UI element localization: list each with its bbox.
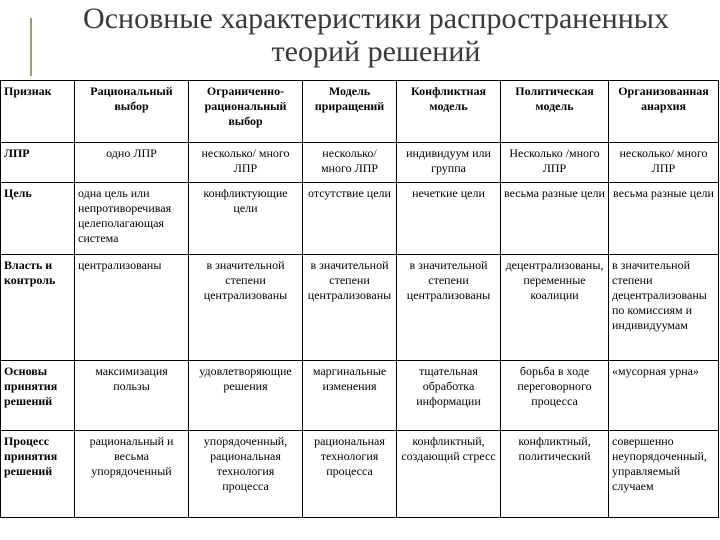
header-cell: Политическая модель xyxy=(501,81,609,143)
table-row xyxy=(1,361,719,431)
table-cell: индивидуум или группа xyxy=(397,143,501,183)
header-cell: Конфликтная модель xyxy=(397,81,501,143)
table-cell: несколько/ много ЛПР xyxy=(609,143,719,183)
table-cell: в значительной степени централизованы xyxy=(397,255,501,361)
decision-theories-table xyxy=(0,80,719,518)
table-cell: одно ЛПР xyxy=(75,143,189,183)
table-cell: в значительной степени централизованы xyxy=(189,255,303,361)
table-cell: весьма разные цели xyxy=(609,183,719,255)
table-cell: рациональный и весьма упорядоченный xyxy=(75,431,189,518)
table-cell: конфликтный, создающий стресс xyxy=(397,431,501,518)
table-row xyxy=(1,183,719,255)
row-header-cell: Процесс принятия решений xyxy=(1,431,75,518)
table-cell: конфликтующие цели xyxy=(189,183,303,255)
title-accent-bar xyxy=(30,18,32,76)
table-cell: максимизация пользы xyxy=(75,361,189,431)
header-cell: Модель приращений xyxy=(303,81,397,143)
row-header-cell: Основы принятия решений xyxy=(1,361,75,431)
table-cell: рациональная технология процесса xyxy=(303,431,397,518)
table-cell: несколько/ много ЛПР xyxy=(189,143,303,183)
table-cell: нечеткие цели xyxy=(397,183,501,255)
row-header-cell: ЛПР xyxy=(1,143,75,183)
table-cell: централизованы xyxy=(75,255,189,361)
table-cell: несколько/ много ЛПР xyxy=(303,143,397,183)
table-cell: конфликтный, политический xyxy=(501,431,609,518)
table-cell: тщательная обработка информации xyxy=(397,361,501,431)
table-row xyxy=(1,143,719,183)
table-row xyxy=(1,255,719,361)
table-cell: борьба в ходе переговорного процесса xyxy=(501,361,609,431)
table-cell: одна цель или непротиворечивая целеполагающая система xyxy=(75,183,189,255)
header-cell: Рациональный выбор xyxy=(75,81,189,143)
row-header-cell: Цель xyxy=(1,183,75,255)
header-cell: Ограниченно-рациональный выбор xyxy=(189,81,303,143)
table-cell: в значительной степени централизованы xyxy=(303,255,397,361)
table-cell: удовлетворяющие решения xyxy=(189,361,303,431)
header-cell: Организованная анархия xyxy=(609,81,719,143)
table-cell: маргинальные изменения xyxy=(303,361,397,431)
table-cell: Несколько /много ЛПР xyxy=(501,143,609,183)
table-cell: совершенно неупорядоченный, управляемый случаем xyxy=(609,431,719,518)
table-cell: упорядоченный, рациональная технология процесса xyxy=(189,431,303,518)
header-cell: Признак xyxy=(1,81,75,143)
table-cell: «мусорная урна» xyxy=(609,361,719,431)
page-title: Основные характеристики распространенных теорий решений xyxy=(83,2,669,68)
table-cell: отсутствие цели xyxy=(303,183,397,255)
table-header-row xyxy=(1,81,719,143)
table-cell: весьма разные цели xyxy=(501,183,609,255)
table-cell: в значительной степени децентрализованы по комиссиям и индивидуумам xyxy=(609,255,719,361)
row-header-cell: Власть и контроль xyxy=(1,255,75,361)
table-row xyxy=(1,431,719,518)
table-cell: децентрализованы, переменные коалиции xyxy=(501,255,609,361)
